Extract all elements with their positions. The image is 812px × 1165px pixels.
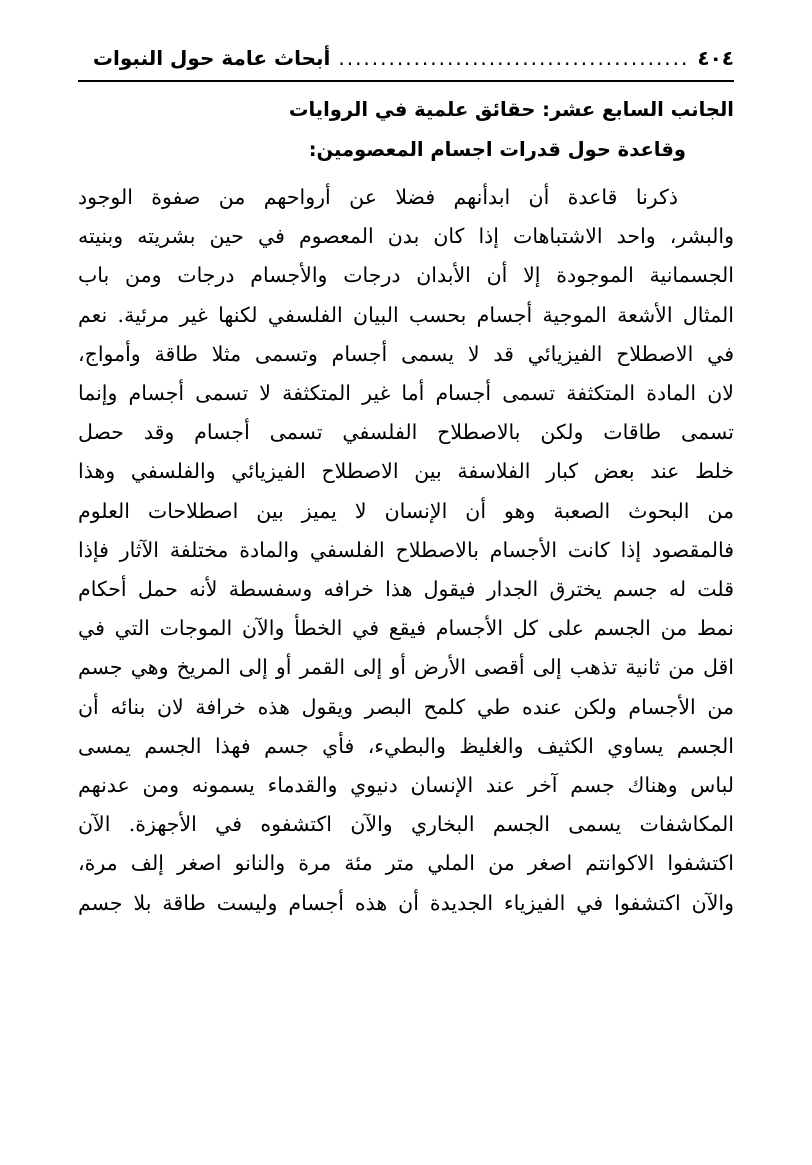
body-paragraph	[78, 178, 734, 923]
running-header	[78, 36, 734, 82]
body-line: لباس وهناك جسم آخر عند الإنسان دنيوي والقدماء يسمونه ومن عدنهم	[78, 773, 734, 798]
body-line: ذكرنا قاعدة أن ابدأنهم فضلا عن أرواحهم من صفوة الوجود	[78, 185, 678, 209]
body-line: اكتشفوا الاكوانتم اصغر من الملي متر مئة مرة والنانو اصغر إلف مرة،	[78, 851, 734, 876]
running-title: أبحاث عامة حول النبوات	[92, 46, 331, 70]
page-number: ٤٠٤	[697, 46, 734, 70]
body-line: من الأجسام ولكن عنده طي كلمح البصر ويقول هذه خرافة لان بنائه أن	[78, 694, 734, 719]
body-line: قلت له جسم يخترق الجدار فيقول هذا خرافه وسفسطة لأنه حمل أحكام	[78, 577, 734, 602]
body-line: من البحوث الصعبة وهو أن الإنسان لا يميز بين اصطلاحات العلوم	[78, 498, 734, 523]
body-line: خلط عند بعض كبار الفلاسفة بين الاصطلاح الفيزيائي والفلسفي وهذا	[78, 459, 734, 484]
body-line: اقل من ثانية تذهب إلى أقصى الأرض أو إلى القمر أو إلى المريخ وهي جسم	[78, 655, 734, 680]
body-line: المكاشفات يسمى الجسم البخاري والآن اكتشفوه في الأجهزة. الآن	[78, 812, 734, 837]
body-line: والآن اكتشفوا في الفيزياء الجديدة أن هذه أجسام وليست طاقة بلا جسم	[78, 890, 734, 915]
body-line: تسمى طاقات ولكن بالاصطلاح الفلسفي تسمى أجسام وقد حصل	[78, 420, 734, 445]
body-line: الجسمانية الموجودة إلا أن الأبدان درجات والأجسام درجات ومن باب	[78, 263, 734, 288]
header-dot-leader: ..........................................	[338, 46, 690, 70]
section-title-line-2: وقاعدة حول قدرات اجسام المعصومين:	[308, 138, 686, 161]
body-line: في الاصطلاح الفيزيائي قد لا يسمى أجسام وتسمى مثلا طاقة وأمواج،	[78, 341, 734, 366]
body-line: لان المادة المتكثفة تسمى أجسام أما غير المتكثفة لا تسمى أجسام وإنما	[78, 381, 734, 406]
body-line: والبشر، واحد الاشتباهات إذا كان بدن المعصوم في حين بشريته وبنيته	[78, 224, 734, 249]
book-page	[78, 36, 734, 923]
body-line: نمط من الجسم على كل الأجسام فيقع في الخطأ والآن الموجات التي في	[78, 616, 734, 641]
section-title-line-1: الجانب السابع عشر: حقائق علمية في الروايات	[288, 98, 734, 121]
body-line: الجسم يساوي الكثيف والغليظ والبطيء، فأي جسم فهذا الجسم يمسى	[78, 733, 734, 758]
body-line: المثال الأشعة الموجية أجسام بحسب البيان الفلسفي لكنها غير مرئية. نعم	[78, 302, 734, 327]
section-heading	[78, 90, 734, 170]
body-line: فالمقصود إذا كانت الأجسام بالاصطلاح الفلسفي والمادة مختلفة الآثار فإذا	[78, 537, 734, 562]
